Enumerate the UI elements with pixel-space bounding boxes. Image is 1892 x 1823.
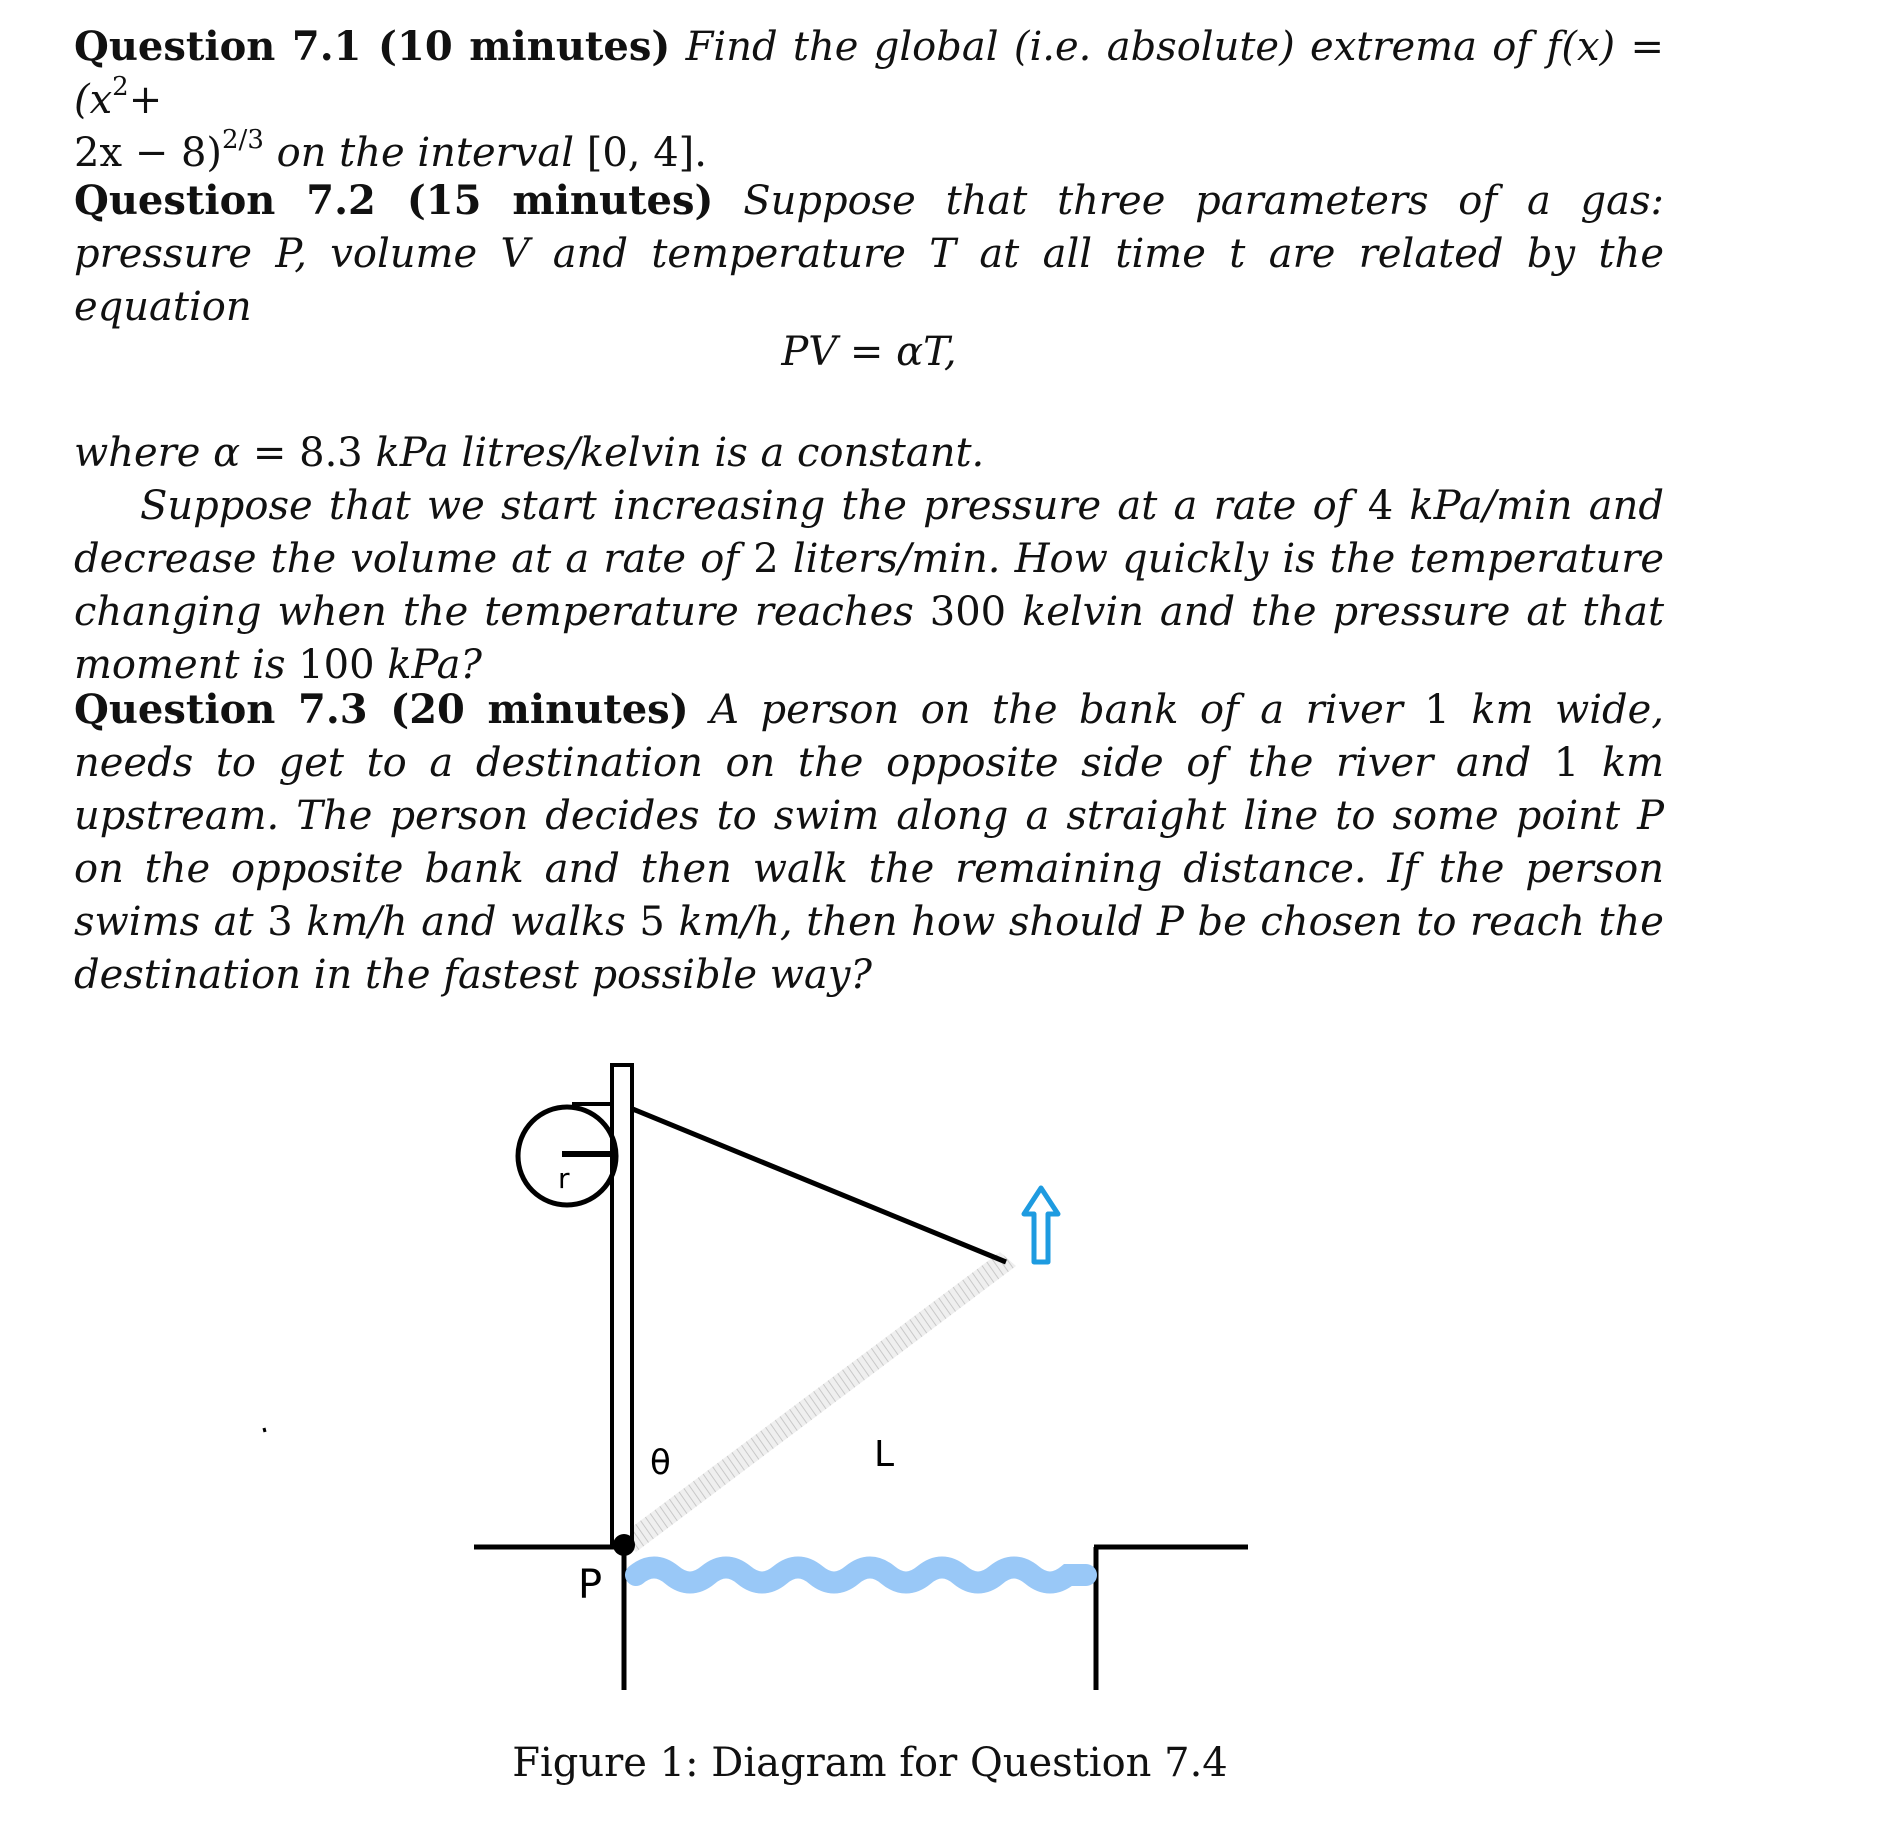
q72-p2-d: kelvin and the pressure at that moment is <box>74 589 1665 688</box>
question-7-2-label: Question 7.2 (15 minutes) <box>74 177 714 224</box>
q73-swim: 3 <box>267 899 293 945</box>
question-7-1 <box>74 20 1664 180</box>
pole <box>612 1065 632 1545</box>
q73-t3: km upstream. The person decides to swim along a straight line to some point P on the opposite bank and then walk the remaining distance. If the person swims at <box>74 740 1664 945</box>
q71-text-a: Find the global (i.e. absolute) extrema of <box>685 24 1532 70</box>
q72-rate2: 2 <box>753 536 779 582</box>
q72-p2-e: kPa? <box>387 642 482 688</box>
q73-upstream: 1 <box>1553 740 1580 786</box>
q72-temp: 300 <box>929 589 1007 635</box>
figure-caption: Figure 1: Diagram for Question 7.4 <box>512 1740 1228 1786</box>
label-r: r <box>558 1162 570 1195</box>
q71-plus: + <box>128 77 163 123</box>
q72-rate1: 4 <box>1367 483 1394 529</box>
q73-t4: km/h and walks <box>306 899 626 945</box>
question-7-2 <box>74 174 1664 334</box>
label-P: P <box>578 1562 603 1608</box>
question-7-1-label: Question 7.1 (10 minutes) <box>74 23 671 70</box>
diagram-figure <box>0 1040 1300 1720</box>
question-7-3-label: Question 7.3 (20 minutes) <box>74 686 689 733</box>
label-theta: θ <box>650 1443 671 1483</box>
rope <box>618 1103 1006 1262</box>
q71-text-b: on the interval <box>276 130 575 176</box>
q73-walk: 5 <box>639 899 665 945</box>
q72-pressure: 100 <box>298 642 375 688</box>
q72-equation: PV = αT, <box>781 329 957 375</box>
water-wave <box>636 1568 1086 1583</box>
up-arrow-icon <box>1024 1188 1058 1262</box>
q72-where-a: where α = <box>74 430 287 476</box>
q72-paragraph-2 <box>74 480 1664 692</box>
q73-t2: km wide, needs to get to a destination on the opposite side of the river and <box>74 687 1665 786</box>
q73-t1: A person on the bank of a river <box>710 687 1403 733</box>
q73-width: 1 <box>1424 687 1450 733</box>
q71-line2: 2x − 8) <box>74 130 223 176</box>
q72-p2-c: liters/min. How quickly is the temperature changing when the temperature reaches <box>74 536 1665 635</box>
question-7-3 <box>74 683 1664 1002</box>
q72-where-b: kPa litres/kelvin is a constant. <box>375 430 985 476</box>
q71-interval: [0, 4]. <box>586 130 708 176</box>
q72-alpha-value: 8.3 <box>299 430 363 476</box>
q72-p2-b: kPa/min and decrease the volume at a rate of <box>74 483 1665 582</box>
q71-exp2: 2 <box>112 72 129 102</box>
q72-p2-a: Suppose that we start increasing the pressure at a rate of <box>140 483 1352 529</box>
ladder-L <box>620 1252 1016 1552</box>
q72-text-a: Suppose that three parameters of a gas: pressure P, volume V and temperature T at all time t are related by the equation <box>74 178 1664 330</box>
stray-mark <box>264 1428 265 1432</box>
label-L: L <box>874 1434 895 1475</box>
q71-exp23: 2/3 <box>222 125 264 155</box>
q72-where <box>74 427 1664 480</box>
point-p-dot <box>613 1534 635 1556</box>
q71-function: f(x) = (x <box>74 24 1664 123</box>
q73-t5: km/h, then how should P be chosen to reach the destination in the fastest possible way? <box>74 899 1664 998</box>
